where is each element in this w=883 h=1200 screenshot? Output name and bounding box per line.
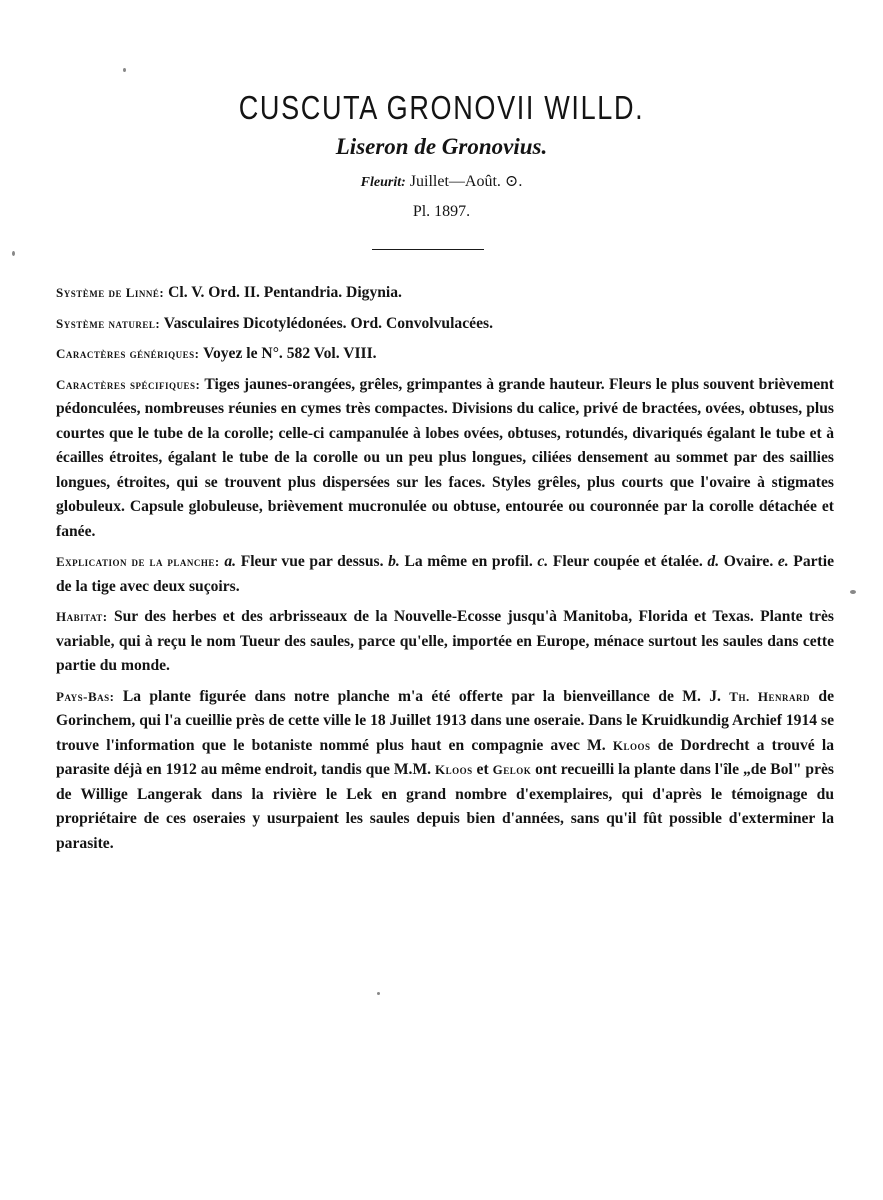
person-name-kloos: Kloos xyxy=(435,762,473,777)
section-label: Caractères génériques: xyxy=(56,346,200,361)
fig-text-c: Fleur coupée et étalée. xyxy=(548,553,708,570)
fig-letter-c: c. xyxy=(537,553,549,570)
paper-speck xyxy=(123,68,126,72)
flowering-value: Juillet—Août. ⊙. xyxy=(409,173,523,190)
fig-letter-a: a. xyxy=(224,553,237,570)
flowering-label: Fleurit: xyxy=(360,175,406,190)
fig-text-e: Partie de la tige avec deux suçoirs. xyxy=(56,553,834,595)
page-title: CUSCUTA GRONOVII WILLD. xyxy=(238,89,645,126)
section-text: de Gorinchem, qui l'a cueillie près de cette ville le 18 Juillet 1913 dans une oseraie. Dans le Kruidkundig Archief 1914 se trouve l'information que le botaniste nommé plus haut en compagnie avec M. xyxy=(56,687,834,754)
section-label: Caractères spécifiques: xyxy=(56,376,201,392)
section-text: et xyxy=(472,761,493,778)
section-text: Vasculaires Dicotylédonées. Ord. Convolvulacées. xyxy=(160,314,493,332)
section-label: Pays-Bas: xyxy=(56,688,115,704)
plate-number: Pl. 1897. xyxy=(412,203,471,220)
person-name-henrard: Th. Henrard xyxy=(729,688,811,704)
common-name: Liseron de Gronovius. xyxy=(335,134,548,159)
section-text: Sur des herbes et des arbrisseaux de la Nouvelle-Ecosse jusqu'à Manitoba, Florida et Texas. Plante très variable, qui à reçu le nom Tueur des saules, parce qu'elle, importée en Europe, ménace surtout les saules dans cette partie du monde. xyxy=(56,608,834,674)
fig-text-a: Fleur vue par dessus. xyxy=(236,553,389,570)
fig-letter-e: e. xyxy=(777,553,789,570)
person-name-kloos: Kloos xyxy=(612,737,651,753)
section-label: Système naturel: xyxy=(56,315,161,331)
section-label: Système de Linné: xyxy=(56,285,165,300)
section-text: de Dordrecht a trouvé la parasite déjà en 1912 au même endroit, tandis que M.M. xyxy=(56,736,835,778)
paper-speck xyxy=(850,590,856,594)
section-explication xyxy=(56,550,834,599)
paper-speck xyxy=(12,251,15,256)
header xyxy=(0,88,883,223)
fig-text-b: La même en profil. xyxy=(399,553,538,570)
section-linne xyxy=(56,281,834,306)
section-text: La plante figurée dans notre planche m'a été offerte par la bienveillance de M. J. xyxy=(114,687,730,705)
section-naturel xyxy=(56,312,834,337)
paper-speck xyxy=(377,992,380,995)
section-text: Cl. V. Ord. II. Pentandria. Digynia. xyxy=(164,284,402,301)
section-label: Habitat: xyxy=(56,609,108,624)
fig-text-d: Ovaire. xyxy=(719,553,778,570)
section-text: ont recueilli la plante dans l'île „de Bol" près de Willige Langerak dans la rivière le Lek en grand nombre d'exemplaires, qui d'après le témoignage du propriétaire de ces oseraies y usurpaient les saules depuis bien d'années, sans qu'il fût possible d'exterminer la parasite. xyxy=(56,761,834,852)
fig-letter-b: b. xyxy=(388,553,400,570)
fig-letter-d: d. xyxy=(707,553,720,570)
section-text: Voyez le N°. 582 Vol. VIII. xyxy=(199,345,377,362)
section-specifiques xyxy=(56,373,834,545)
section-text: Tiges jaunes-orangées, grêles, grimpantes à grande hauteur. Fleurs le plus souvent brièvement pédonculées, nombreuses réunies en cymes très compactes. Divisions du calice, privé de bractées, ovées, obtuses, plus courtes que le tube de la corolle; celle-ci campanulée à lobes ovées, obtuses, rotundés, divariqués égalant le tube et à écailles étroites, égalant le tube de la corolle ou un peu plus longues, ciliées densement au sommet par des saillies longues, étroites, qui se trouvent plus dispersées sur les faces. Styles grêles, plus courts que l'ovaire à stigmates globuleux. Capsule globuleuse, brièvement mucronulée ou obtuse, entourée ou couronnée par la corolle détachée et fanée. xyxy=(56,375,834,540)
flowering-line xyxy=(0,171,883,194)
section-label: Explication de la planche: xyxy=(56,554,220,569)
body-text xyxy=(56,281,834,862)
section-generiques xyxy=(56,342,834,367)
section-paysbas xyxy=(56,685,834,857)
divider-rule xyxy=(372,249,484,250)
section-habitat xyxy=(56,605,834,679)
person-name-gelok: Gelok xyxy=(492,762,532,777)
